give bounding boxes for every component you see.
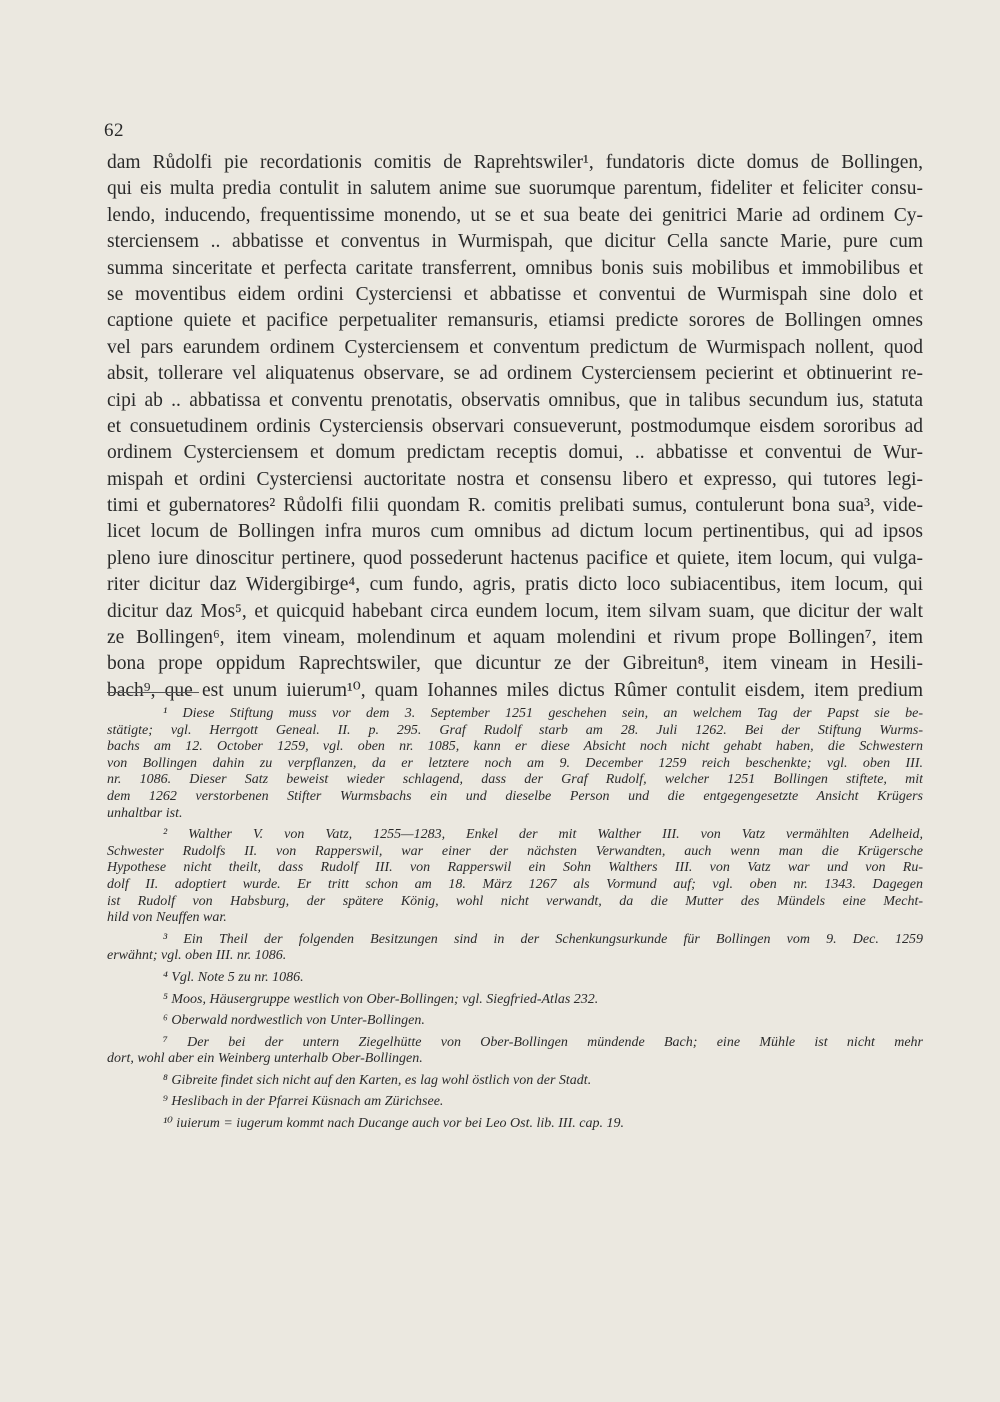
- footnote: [107, 1073, 923, 1090]
- main-text-line: ze Bollingen⁶, item vineam, molendinum et aquam molendini et rivum prope Bollingen⁷, item: [107, 627, 923, 649]
- footnote-line: bachs am 12. October 1259, vgl. oben nr. 1085, kann er diese Absicht noch nicht gehabt haben, die Schwestern: [107, 739, 923, 755]
- main-text-line: vel pars earundem ordinem Cysterciensem et conventum predictum de Wurmispach nollent, quod: [107, 336, 923, 358]
- main-text-line: dam Růdolfi pie recordationis comitis de Raprehtswiler¹, fundatoris dicte domus de Bollingen,: [107, 152, 923, 173]
- footnote-line: ⁶ Oberwald nordwestlich von Unter-Bollingen.: [163, 1013, 425, 1029]
- main-text-line: bach⁹, que est unum iuierum¹⁰, quam Iohannes miles dictus Rûmer contulit eisdem, item predium: [107, 679, 923, 701]
- footnote: [107, 970, 923, 987]
- footnote: [107, 932, 923, 965]
- footnote-line: ⁸ Gibreite findet sich nicht auf den Karten, es lag wohl östlich von der Stadt.: [163, 1072, 592, 1088]
- footnote: [107, 827, 923, 927]
- main-text-line: se moventibus eidem ordini Cysterciensi et abbatisse et conventui de Wurmispah sine dolo et: [107, 283, 923, 305]
- footnote: [107, 1035, 923, 1068]
- footnote: [107, 1116, 923, 1133]
- footnote-line: stätigte; vgl. Herrgott Geneal. II. p. 295. Graf Rudolf starb am 28. Juli 1262. Bei der Stiftung Wurms-: [107, 722, 923, 738]
- footnote-rule: [107, 692, 199, 693]
- main-text-line: licet locum de Bollingen infra muros cum omnibus ad dictum locum pertinentibus, qui ad ipsos: [107, 521, 923, 543]
- footnote-line: ⁴ Vgl. Note 5 zu nr. 1086.: [163, 969, 304, 985]
- footnote-line: erwähnt; vgl. oben III. nr. 1086.: [107, 948, 287, 964]
- footnote-line: von Bollingen dahin zu verpflanzen, da er letztere noch am 9. December 1259 reich beschenkte; vgl. oben III.: [107, 755, 923, 771]
- main-text-line: timi et gubernatores² Růdolfi filii quondam R. comitis prelibati sumus, contulerunt bona sua³, vide-: [107, 495, 923, 517]
- main-text-line: cipi ab .. abbatissa et conventu prenotatis, observatis omnibus, que in talibus secundum ius, statuta: [107, 389, 923, 411]
- footnote-line: nr. 1086. Dieser Satz beweist wieder schlagend, dass der Graf Rudolf, welcher 1251 Bollingen stiftete, mit: [107, 772, 923, 788]
- footnote-line: ¹⁰ iuierum = iugerum kommt nach Ducange auch vor bei Leo Ost. lib. III. cap. 19.: [163, 1116, 624, 1132]
- footnote-line: ¹ Diese Stiftung muss vor dem 3. September 1251 geschehen sein, an welchem Tag der Papst sie be-: [163, 706, 923, 721]
- main-text-line: dicitur daz Mos⁵, et quicquid habebant circa eundem locum, item silvam suam, que dicitur der walt: [107, 600, 923, 622]
- footnote-line: Schwester Rudolfs II. von Rapperswil, war einer der nächsten Verwandten, auch wenn man die Krügersche: [107, 843, 923, 859]
- footnote-line: dolf II. adoptiert wurde. Er tritt schon am 18. März 1267 als Vormund auf; vgl. oben nr. 1343. Dagegen: [107, 876, 923, 892]
- footnote-line: ² Walther V. von Vatz, 1255—1283, Enkel der mit Walther III. von Vatz vermählten Adelheid,: [163, 827, 923, 843]
- footnotes: [107, 706, 923, 1138]
- footnote-line: Hypothese nicht theilt, dass Rudolf III. von Rapperswil ein Sohn Walthers III. von Vatz war und von Ru-: [107, 860, 923, 876]
- main-text-line: lendo, inducendo, frequentissime monendo, ut se et sua beate dei genitrici Marie ad ordinem Cy-: [107, 204, 923, 226]
- footnote-line: ⁹ Heslibach in der Pfarrei Küsnach am Zürichsee.: [163, 1094, 444, 1110]
- footnote-line: dort, wohl aber ein Weinberg unterhalb Ober-Bollingen.: [107, 1051, 423, 1067]
- footnote-line: ⁷ Der bei der untern Ziegelhütte von Ober-Bollingen mündende Bach; eine Mühle ist nicht mehr: [163, 1034, 923, 1050]
- main-text-line: absit, tollerare vel aliquatenus observare, se ad ordinem Cysterciensem pecierint et obtinuerint re-: [107, 363, 923, 385]
- main-text-line: sterciensem .. abbatisse et conventus in Wurmispah, que dicitur Cella sancte Marie, pure cum: [107, 231, 923, 253]
- main-text-line: et consuetudinem ordinis Cysterciensis observari consueverunt, postmodumque eisdem sororibus ad: [107, 415, 923, 437]
- main-text-line: summa sinceritate et perfecta caritate transferrent, omnibus bonis suis mobilibus et immobilibus et: [107, 257, 923, 279]
- footnote: [107, 1013, 923, 1030]
- footnote-line: hild von Neuffen war.: [107, 910, 227, 926]
- footnote-line: ³ Ein Theil der folgenden Besitzungen sind in der Schenkungsurkunde für Bollingen vom 9. Dec. 1259: [163, 931, 923, 947]
- footnote-line: dem 1262 verstorbenen Stifter Wurmsbachs ein und dieselbe Person und die entgegengesetzte Ansicht Krügers: [107, 788, 923, 804]
- main-text-line: captione quiete et pacifice perpetualiter remansuris, etiamsi predicte sorores de Bollingen omnes: [107, 310, 923, 332]
- main-text-line: pleno iure dinoscitur pertinere, quod possederunt hactenus pacifice et quiete, item locum, qui vulga-: [107, 547, 923, 569]
- footnote-line: ⁵ Moos, Häusergruppe westlich von Ober-Bollingen; vgl. Siegfried-Atlas 232.: [163, 991, 599, 1007]
- page-number: 62: [104, 120, 124, 141]
- footnote-line: ist Rudolf von Habsburg, der spätere König, wohl nicht verwandt, da die Mutter des Mündels eine Mecht-: [107, 893, 923, 909]
- main-text-line: ordinem Cysterciensem et domum predictam receptis domui, .. abbatisse et conventui de Wur-: [107, 442, 923, 464]
- main-text-line: riter dicitur daz Widergibirge⁴, cum fundo, agris, pratis dicto loco subiacentibus, item locum, qui: [107, 574, 923, 596]
- footnote: [107, 706, 923, 822]
- footnote-line: unhaltbar ist.: [107, 805, 183, 821]
- main-text: [107, 150, 923, 704]
- main-text-line: qui eis multa predia contulit in salutem anime sue suorumque parentum, fideliter et feliciter consu-: [107, 178, 923, 200]
- main-text-line: mispah et ordini Cysterciensi auctoritate nostra et consensu libero et expresso, qui tutores legi-: [107, 468, 923, 490]
- footnote: [107, 1094, 923, 1111]
- main-text-line: bona prope oppidum Raprechtswiler, que dicuntur ze der Gibreitun⁸, item vineam in Hesili-: [107, 653, 923, 675]
- footnote: [107, 992, 923, 1009]
